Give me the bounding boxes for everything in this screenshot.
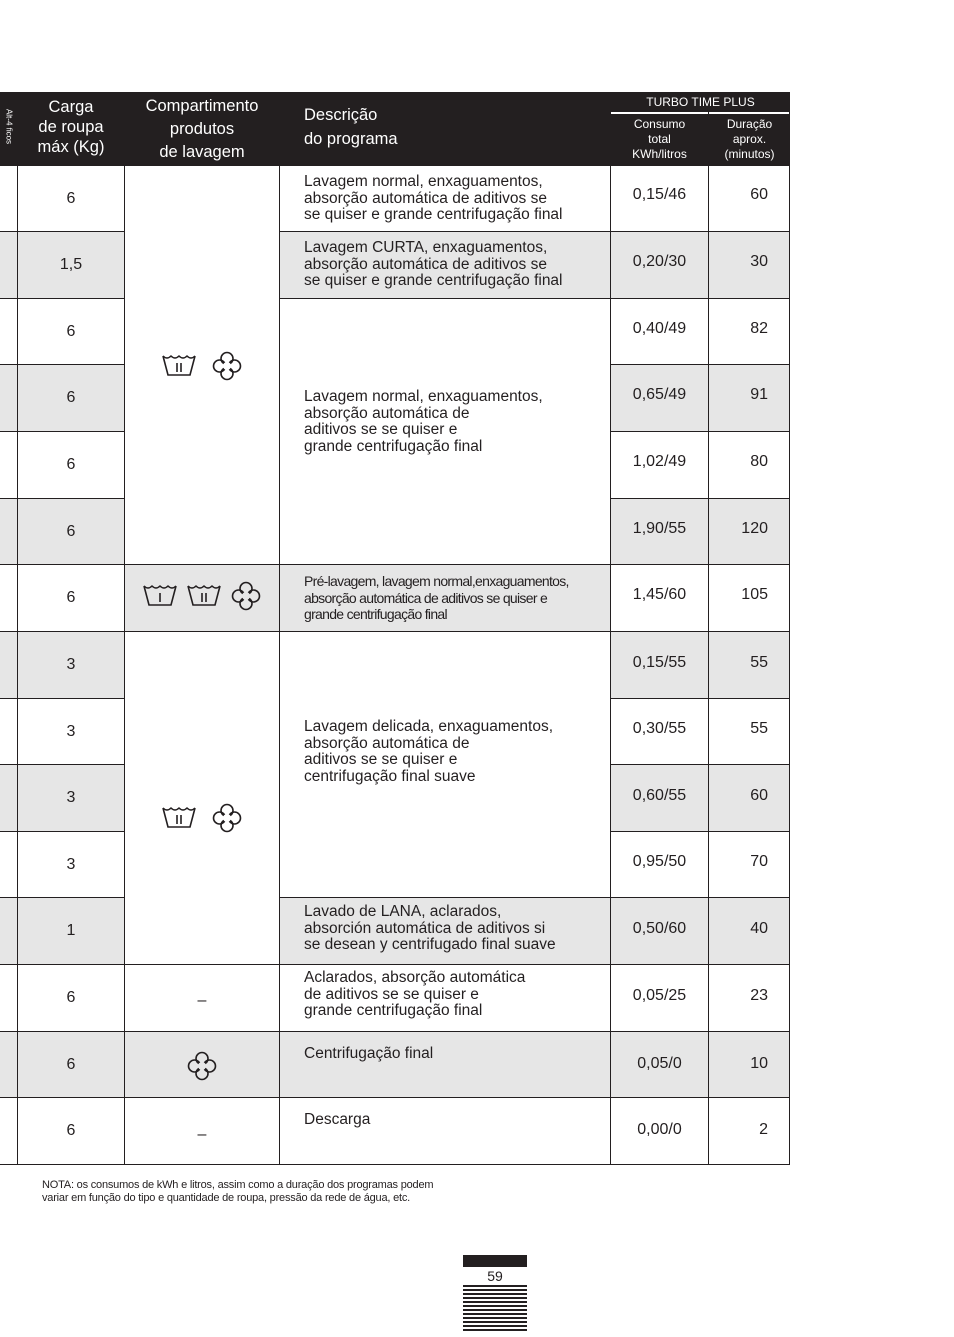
stripe xyxy=(463,1317,527,1319)
program-description: Lavagem CURTA, enxaguamentos, absorção automática de aditivos se se quiser e grande centrifugação final xyxy=(304,239,563,289)
duration-cell: 23 xyxy=(750,987,768,1004)
load-cell: 6 xyxy=(66,523,76,540)
header-duration: Duração aprox. (minutos) xyxy=(709,114,790,165)
consumption-cell: 0,50/60 xyxy=(632,920,687,937)
wash-basin-II-icon xyxy=(161,805,197,836)
compartment-none: – xyxy=(197,992,207,1009)
compartment-group-b xyxy=(125,565,279,631)
load-cell: 1,5 xyxy=(59,256,83,273)
consumption-cell: 0,30/55 xyxy=(632,720,687,737)
stripe xyxy=(463,1329,527,1331)
page-bar xyxy=(463,1255,527,1267)
duration-cell: 60 xyxy=(750,186,768,203)
consumption-cell: 1,90/55 xyxy=(632,520,687,537)
load-cell: 6 xyxy=(66,389,76,406)
duration-cell: 10 xyxy=(750,1055,768,1072)
wash-basin-II-icon xyxy=(186,583,222,614)
program-description: Lavagem normal, enxaguamentos, absorção automática de aditivos se se quiser e grande centrifugação final xyxy=(304,388,543,455)
consumption-cell: 0,60/55 xyxy=(632,787,687,804)
program-description: Lavagem delicada, enxaguamentos, absorção automática de aditivos se se quiser e centrifugação final suave xyxy=(304,718,554,785)
load-cell: 3 xyxy=(66,789,76,806)
stripe xyxy=(463,1313,527,1315)
stripe xyxy=(463,1321,527,1323)
duration-cell: 105 xyxy=(741,586,768,603)
side-header xyxy=(0,92,17,165)
consumption-cell: 0,15/46 xyxy=(632,186,687,203)
compartment-spin xyxy=(125,1035,279,1101)
consumption-cell: 0,20/30 xyxy=(632,253,687,270)
program-description: Lavado de LANA, aclarados, absorción automática de aditivos si se desean y centrifugado final suave xyxy=(304,903,556,953)
header-load: Carga de roupa máx (Kg) xyxy=(18,92,124,165)
duration-cell: 55 xyxy=(750,720,768,737)
header-description: Descrição do programa xyxy=(280,92,610,165)
duration-cell: 91 xyxy=(750,386,768,403)
duration-cell: 60 xyxy=(750,787,768,804)
load-cell: 3 xyxy=(66,856,76,873)
consumption-cell: 0,40/49 xyxy=(632,320,687,337)
duration-cell: 40 xyxy=(750,920,768,937)
stripe xyxy=(463,1285,527,1287)
load-cell: 6 xyxy=(66,1056,76,1073)
compartment-group-c xyxy=(125,787,279,853)
consumption-cell: 1,45/60 xyxy=(632,586,687,603)
page-number-block xyxy=(463,1255,527,1333)
softener-flower-icon xyxy=(211,802,243,839)
duration-cell: 70 xyxy=(750,853,768,870)
load-cell: 6 xyxy=(66,989,76,1006)
duration-cell: 80 xyxy=(750,453,768,470)
compartment-group-a xyxy=(125,335,279,401)
stripe xyxy=(463,1289,527,1291)
stripe xyxy=(463,1305,527,1307)
load-cell: 6 xyxy=(66,190,76,207)
program-description: Centrifugação final xyxy=(304,1045,434,1062)
program-description: Descarga xyxy=(304,1111,371,1128)
consumption-cell: 0,95/50 xyxy=(632,853,687,870)
consumption-cell: 0,00/0 xyxy=(637,1121,682,1138)
header-turbo: TURBO TIME PLUS xyxy=(611,92,790,112)
load-cell: 6 xyxy=(66,456,76,473)
compartment-none: – xyxy=(197,1126,207,1143)
duration-cell: 120 xyxy=(741,520,768,537)
load-cell: 6 xyxy=(66,1122,76,1139)
load-cell: 6 xyxy=(66,323,76,340)
softener-flower-icon xyxy=(186,1050,218,1087)
load-cell: 1 xyxy=(66,922,76,939)
load-cell: 3 xyxy=(66,656,76,673)
consumption-cell: 0,05/25 xyxy=(632,987,687,1004)
stripe xyxy=(463,1293,527,1295)
program-description: Lavagem normal, enxaguamentos, absorção automática de aditivos se se quiser e grande centrifugação final xyxy=(304,173,563,223)
softener-flower-icon xyxy=(211,350,243,387)
duration-cell: 55 xyxy=(750,654,768,671)
side-label: Alt-4 ficos xyxy=(4,108,14,145)
program-description: Aclarados, absorção automática de aditivos se se quiser e grande centrifugação final xyxy=(304,969,526,1019)
grid-line xyxy=(0,1164,790,1165)
stripe xyxy=(463,1309,527,1311)
program-description: Pré-lavagem, lavagem normal,enxaguamentos, absorção automática de aditivos se quiser e grande centrifugação final xyxy=(304,573,569,622)
header-consumption: Consumo total KWh/litros xyxy=(611,114,708,165)
softener-flower-icon xyxy=(230,580,262,617)
duration-cell: 30 xyxy=(750,253,768,270)
stripe xyxy=(463,1325,527,1327)
stripe xyxy=(463,1301,527,1303)
load-cell: 6 xyxy=(66,589,76,606)
page-number: 59 xyxy=(487,1268,503,1284)
header-compartment: Compartimento produtos de lavagem xyxy=(125,92,279,165)
consumption-cell: 1,02/49 xyxy=(632,453,687,470)
stripe xyxy=(463,1297,527,1299)
duration-cell: 2 xyxy=(759,1121,768,1138)
consumption-cell: 0,65/49 xyxy=(632,386,687,403)
wash-basin-I-icon xyxy=(142,583,178,614)
consumption-cell: 0,05/0 xyxy=(637,1055,682,1072)
load-cell: 3 xyxy=(66,723,76,740)
consumption-cell: 0,15/55 xyxy=(632,654,687,671)
duration-cell: 82 xyxy=(750,320,768,337)
footnote: NOTA: os consumos de kWh e litros, assim como a duração dos programas podem variar em função do tipo e quantidade de roupa, pressão da rede de água, etc. xyxy=(42,1179,434,1204)
wash-basin-II-icon xyxy=(161,353,197,384)
